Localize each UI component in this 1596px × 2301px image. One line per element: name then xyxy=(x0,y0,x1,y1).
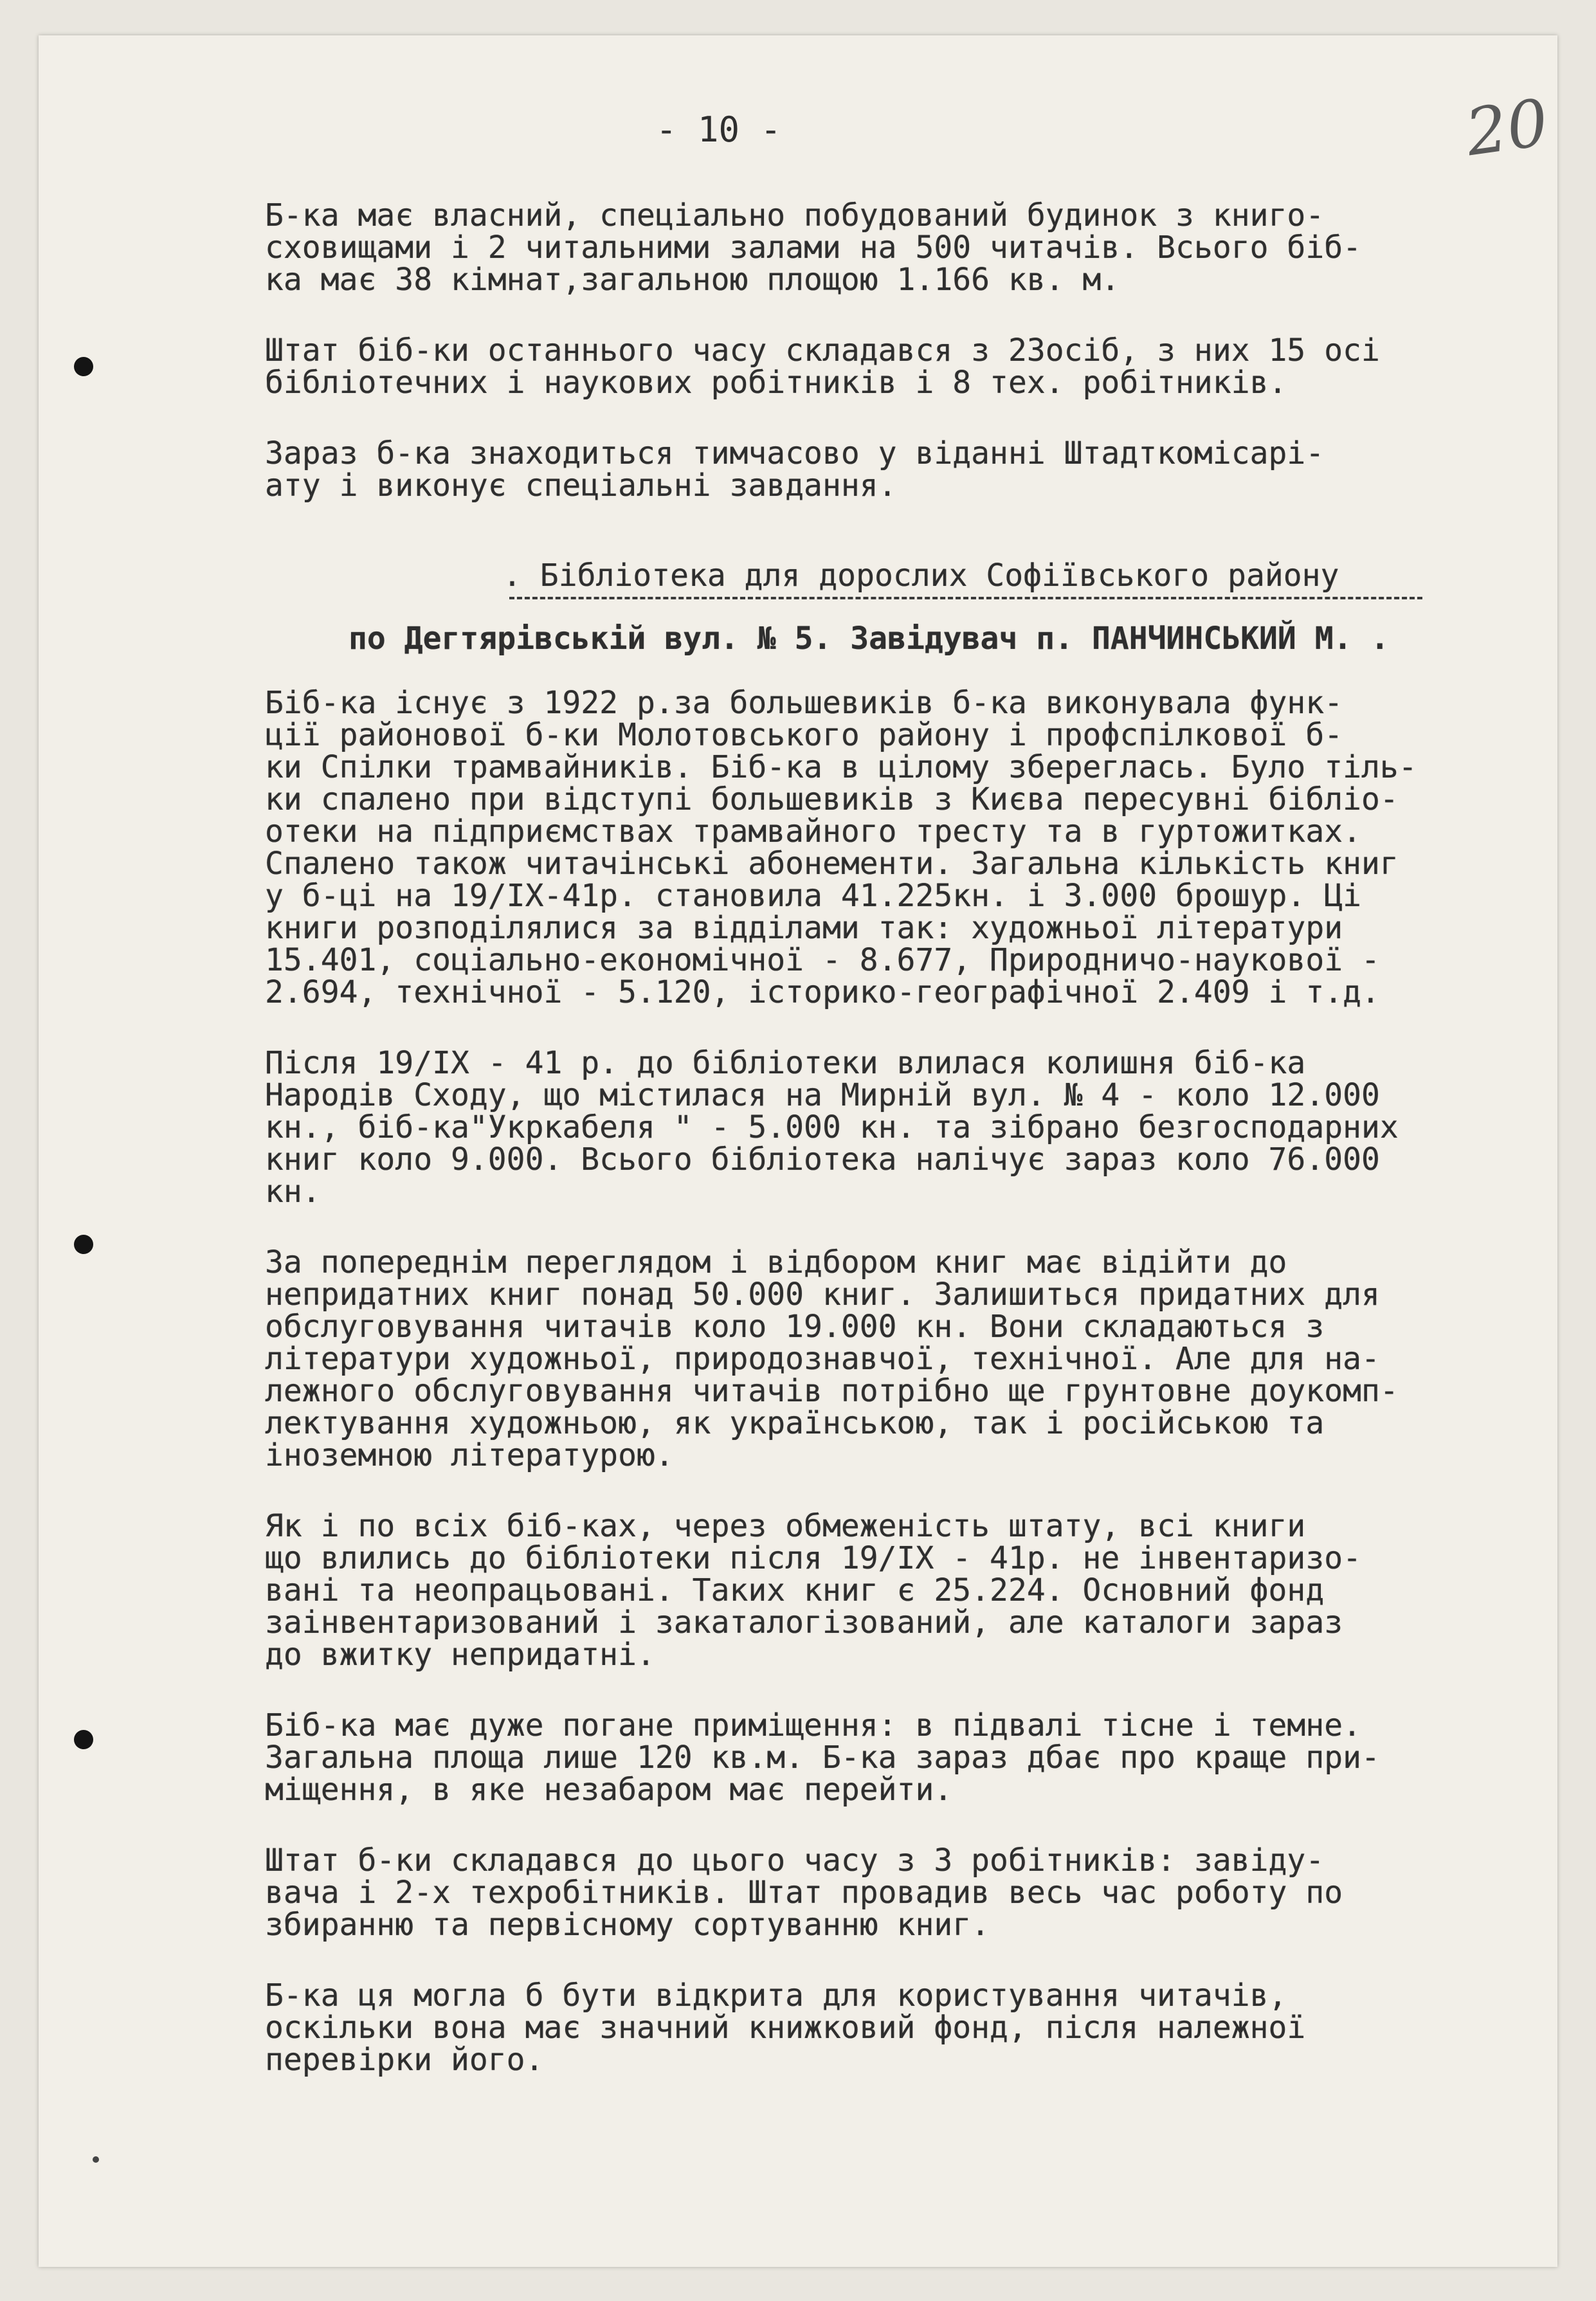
paragraph: Штат біб-ки останнього часу складався з 23осіб, з них 15 осі бібліотечних і наукових робітників і 8 тех. робітників. xyxy=(265,332,1380,401)
margin-mark xyxy=(93,2156,99,2163)
paragraph: За попереднім переглядом і відбором книг має відійти до непридатних книг понад 50.000 книг. Залишиться придатних для обслуговування читачів коло 19.000 кн. Вони складаються з літератури художньої, природознавчої, технічної. Але для на- лежного обслуговування читачів потрібно ще грунтовне доукомп- лектування художньою, як українською, так і російською та іноземною літературою. xyxy=(265,1244,1399,1473)
paragraph: Зараз б-ка знаходиться тимчасово у віданні Штадткомісарі- ату і виконує спеціальні завдання. xyxy=(265,435,1325,504)
heading-underline xyxy=(509,597,1422,599)
section-subheading: по Дегтярівській вул. № 5. Завідувач п. ПАНЧИНСЬКИЙ М. . xyxy=(349,621,1390,657)
punch-hole xyxy=(74,357,93,376)
paragraph: Штат б-ки складався до цього часу з 3 робітників: завіду- вача і 2-х техробітників. Штат провадив весь час роботу по збиранню та первісному сортуванню книг. xyxy=(265,1842,1343,1943)
paragraph: Біб-ка існує з 1922 р.за большевиків б-ка виконувала функ- ції районової б-ки Молотовського району і профспілкової б- ки Спілки трамвайників. Біб-ка в цілому збереглась. Було тіль- ки спалено при відступі большевиків з Києва пересувні бібліо- отеки на підприємствах трамвайного тресту та в гуртожитках. Спалено також читачінські абонементи. Загальна кількість книг у б-ці на 19/IX-41р. становила 41.225кн. і 3.000 брошур. Ці книги розподілялися за відділами так: художньої літератури 15.401, соціально-економічної - 8.677, Природничо-наукової - 2.694, технічної - 5.120, історико-географічної 2.409 і т.д. xyxy=(265,685,1417,1010)
paragraph: Біб-ка має дуже погане приміщення: в підвалі тісне і темне. Загальна площа лише 120 кв.м. Б-ка зараз дбає про краще при- міщення, в яке незабаром має перейти. xyxy=(265,1707,1380,1808)
paragraph: Б-ка має власний, спеціально побудований будинок з книго- сховищами і 2 читальними залами на 500 читачів. Всього біб- ка має 38 кімнат,загальною площою 1.166 кв. м. xyxy=(265,197,1362,298)
folio-number: 20 xyxy=(1461,84,1553,171)
paragraph: Б-ка ця могла б бути відкрита для користування читачів, оскільки вона має значний книжковий фонд, після належної перевірки його. xyxy=(265,1978,1306,2078)
section-heading: . Бібліотека для дорослих Софіївського району xyxy=(503,558,1339,594)
page-number: - 10 - xyxy=(656,109,782,150)
punch-hole xyxy=(74,1235,93,1254)
document-body xyxy=(265,199,1551,2076)
paragraph: Як і по всіх біб-ках, через обмеженість штату, всі книги що влились до бібліотеки після 19/IX - 41р. не інвентаризо- вані та неопрацьовані. Таких книг є 25.224. Основний фонд заінвентаризований і закаталогізований, але каталоги зараз до вжитку непридатні. xyxy=(265,1508,1362,1673)
paragraph: Після 19/IX - 41 р. до бібліотеки влилася колишня біб-ка Народів Сходу, що містилася на Мирній вул. № 4 - коло 12.000 кн., біб-ка"Укркабеля " - 5.000 кн. та зібрано безгосподарних книг коло 9.000. Всього бібліотека налічує зараз коло 76.000 кн. xyxy=(265,1045,1399,1210)
punch-hole xyxy=(74,1730,93,1749)
